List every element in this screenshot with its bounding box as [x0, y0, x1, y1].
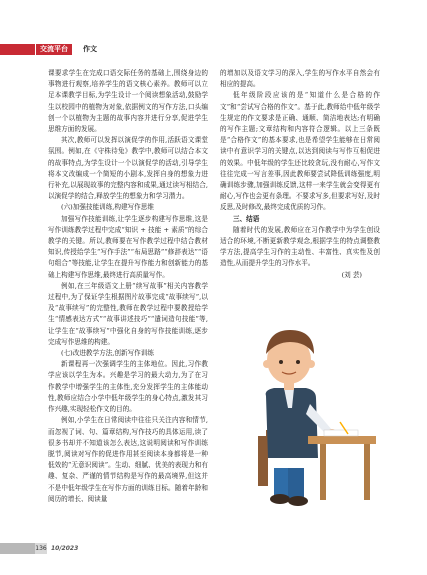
paragraph: 加强写作技能训练,让学生逐步构建写作思维,这是写作训练教学过程中完成“知识 + 技能 + 素质”的综合教学的关键。所以,教师要在写作教学过程中结合教材知识,传授给学生“写作手法”“布局思路”“修辞表达”“语句组合”等技能,让学生在提升写作能力和创新能力的基础上构建写作思维,最终进行高质量写作。 [48, 214, 208, 279]
section-label: 作文 [83, 45, 97, 53]
section-badge: 交流平台 [36, 44, 72, 55]
right-column [220, 68, 380, 281]
left-column [48, 68, 208, 505]
boy-writing-at-desk-icon [236, 318, 376, 518]
paragraph: 随着时代的发展,教师应在习作教学中为学生创设适合的环境,不断更新教学观念,根据学生的特点调整教学方法,提高学生习作的主动性、丰富性、真实性及创造性,从而提升学生的习作水平。 [220, 225, 380, 268]
section-heading: 三、结语 [233, 214, 260, 223]
subheading: (七)改进教学方法,创新写作训练 [61, 349, 154, 358]
paragraph: 低年级阶段应该的是“知道什么是合格的作文”和“尝试写合格的作文”。基于此,教师给中低年级学生规定的作文要求是正确、通顺、简洁地表达;有明确的写作主题;文章结构和内容符合逻辑。以上三条既是“合格作文”的基本要求,也是希望学生能够在日常阅读中有意识学习的关键点,以达到阅读与写作互相促进的效果。中低年级的学生还比较贪玩,没有耐心,写作文往往完成一写言差事,因此教师要尝试降低训练强度,明确训练步骤,加强训练反馈,这样一来学生就会变得更有耐心,写作也会更有条理。不要求写多,但要求写好,及时反思,及时修改,最终完成优质的习作。 [220, 91, 380, 212]
page-footer [0, 543, 427, 554]
issue-number: 10/2023 [51, 545, 79, 552]
paragraph: 课要求学生在完成口语交际任务的基础上,围绕身边的事物进行观察,培养学生的语文核心素养。教师可以立足本课教学目标,为学生设计一个阅读想象活动,鼓励学生以校园中的植物为对象,依据例文的写作方法,口头编创一个以植物为主题的故事内容并进行分享,促进学生思维方面的发展。 [48, 69, 208, 134]
subheading: (六)加强技能训练,构建写作思维 [61, 203, 154, 212]
boy-writing-illustration [236, 318, 376, 518]
paragraph: 的增加以及语文学习的深入,学生的写作水平自然会有相应的提高。 [220, 69, 380, 89]
paragraph: 例如,小学生在日常阅读中往往只关注内容和情节,而忽视了词、句、篇章结构,写作技巧的具体运用,读了很多书却并不知道该怎么表达,这说明阅读和写作训练脱节,阅读对写作的促进作用甚至阅读本身都将是一种低效的“无意识阅读”。生动、细腻、优美的表现力和有趣、复杂、严谨的情节结构是写作的最高境界,但这并不是中低年级学生在写作方面的训练目标。随着年龄和阅历的增长、阅读量 [48, 416, 208, 503]
paragraph: 其次,教师可以发挥以演促学的作用,活跃语文课堂氛围。例如,在《守株待兔》教学中,教师可以结合本文的故事特点,为学生设计一个以演促学的活动,引导学生将本文改编成一个简短的小剧本,发挥自身的想象力进行补充,以展现故事的完整内容和成果,通过读写相结合,以演促学的结合,释放学生的想象力和学习潜力。 [48, 136, 208, 201]
page-header [0, 44, 427, 55]
page-number: 136 [35, 545, 47, 552]
paragraph: 新课程再一次强调学生的主体地位。因此,习作教学应该以学生为本。兴趣是学习的最大动力,为了在习作教学中增强学生的主体性,充分发挥学生的主体能动性,教师应结合小学中低年级学生的身心特点,激发其习作兴趣,实现轻松作文的目的。 [48, 360, 208, 414]
footer-bar [0, 543, 35, 554]
header-accent-bar [0, 44, 35, 55]
author-credit: (刘 芸) [341, 270, 362, 279]
paragraph: 例如,在三年级语文上册“续写故事”相关内容教学过程中,为了保证学生根据图片故事完成“故事续写”,以及“故事续写”的完整性,教师在教学过程中要教授给学生“情感表达方式”“故事讲述技巧”“遣词造句技能”等,让学生在“故事续写”中强化自身的写作技能训练,逐步完成写作思维的构建。 [48, 281, 208, 346]
